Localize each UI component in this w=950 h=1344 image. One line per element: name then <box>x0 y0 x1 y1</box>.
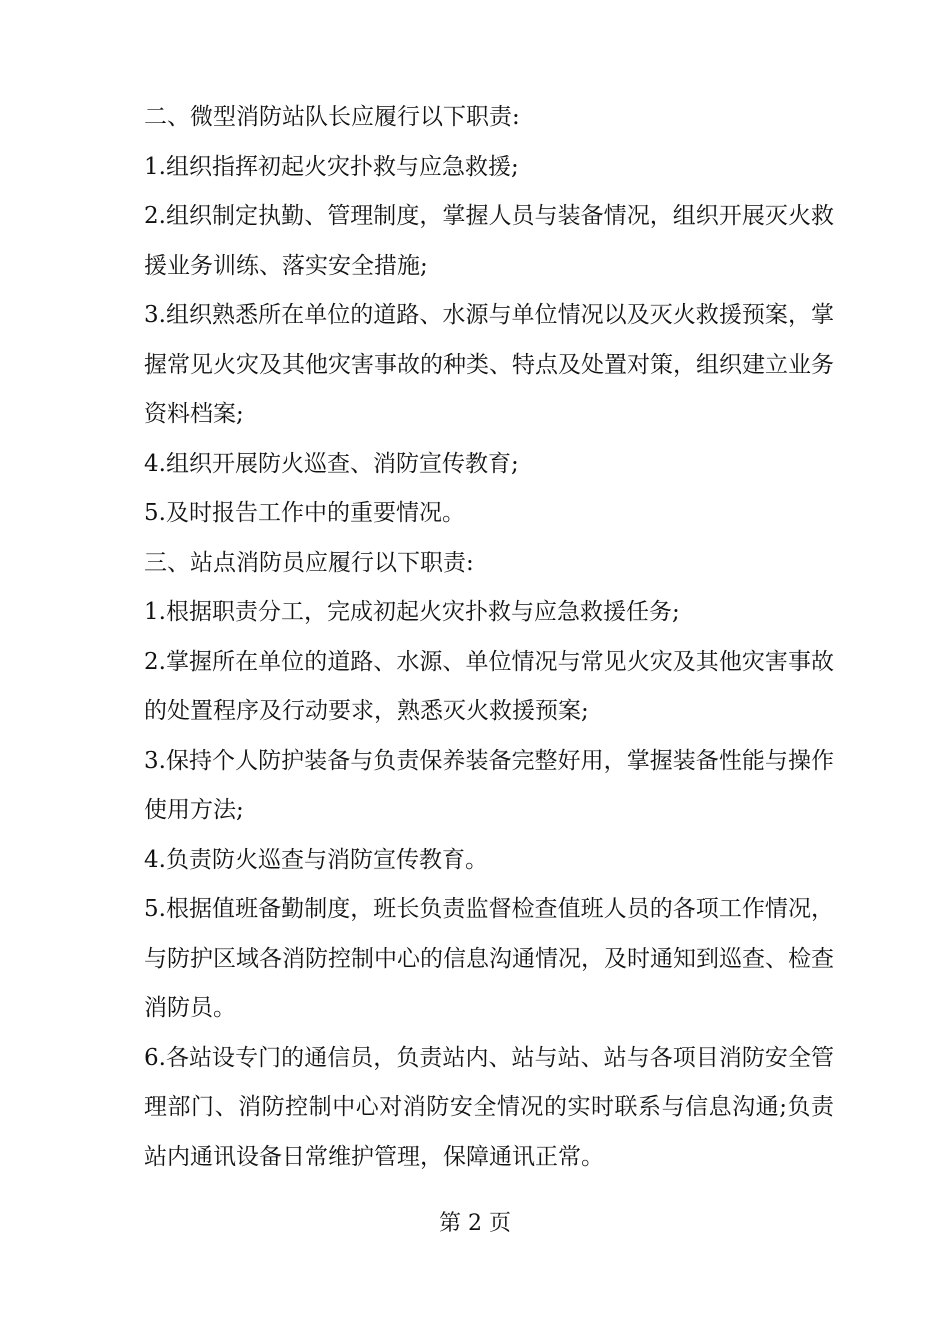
duty-item: 3.组织熟悉所在单位的道路、水源与单位情况以及灭火救援预案，掌握常见火灾及其他灾害事故的种类、特点及处置对策，组织建立业务资料档案; <box>144 302 834 427</box>
section-heading-firefighter-duties: 三、站点消防员应履行以下职责: <box>144 549 474 576</box>
duty-item: 5.及时报告工作中的重要情况。 <box>144 500 465 526</box>
duty-item: 5.根据值班备勤制度，班长负责监督检查值班人员的各项工作情况，与防护区域各消防控制中心的信息沟通情况，及时通知到巡查、检查消防员。 <box>144 896 834 1021</box>
duty-item: 4.负责防火巡查与消防宣传教育。 <box>144 846 488 873</box>
section-heading-captain-duties: 二、微型消防站队长应履行以下职责: <box>144 104 520 130</box>
page-number: 第 2 页 <box>439 1211 511 1236</box>
duty-item: 4.组织开展防火巡查、消防宣传教育; <box>144 450 519 477</box>
document-body <box>144 93 834 1182</box>
duty-item: 3.保持个人防护装备与负责保养装备完整好用，掌握装备性能与操作使用方法; <box>144 747 834 823</box>
duty-item: 1.组织指挥初起火灾扑救与应急救援; <box>144 153 519 180</box>
duty-item: 6.各站设专门的通信员，负责站内、站与站、站与各项目消防安全管理部门、消防控制中心对消防安全情况的实时联系与信息沟通;负责站内通讯设备日常维护管理，保障通讯正常。 <box>144 1044 834 1170</box>
duty-item: 2.组织制定执勤、管理制度，掌握人员与装备情况，组织开展灭火救援业务训练、落实安全措施; <box>144 203 834 279</box>
duty-item: 1.根据职责分工，完成初起火灾扑救与应急救援任务; <box>144 599 680 625</box>
duty-item: 2.掌握所在单位的道路、水源、单位情况与常见火灾及其他灾害事故的处置程序及行动要求，熟悉灭火救援预案; <box>144 648 834 724</box>
